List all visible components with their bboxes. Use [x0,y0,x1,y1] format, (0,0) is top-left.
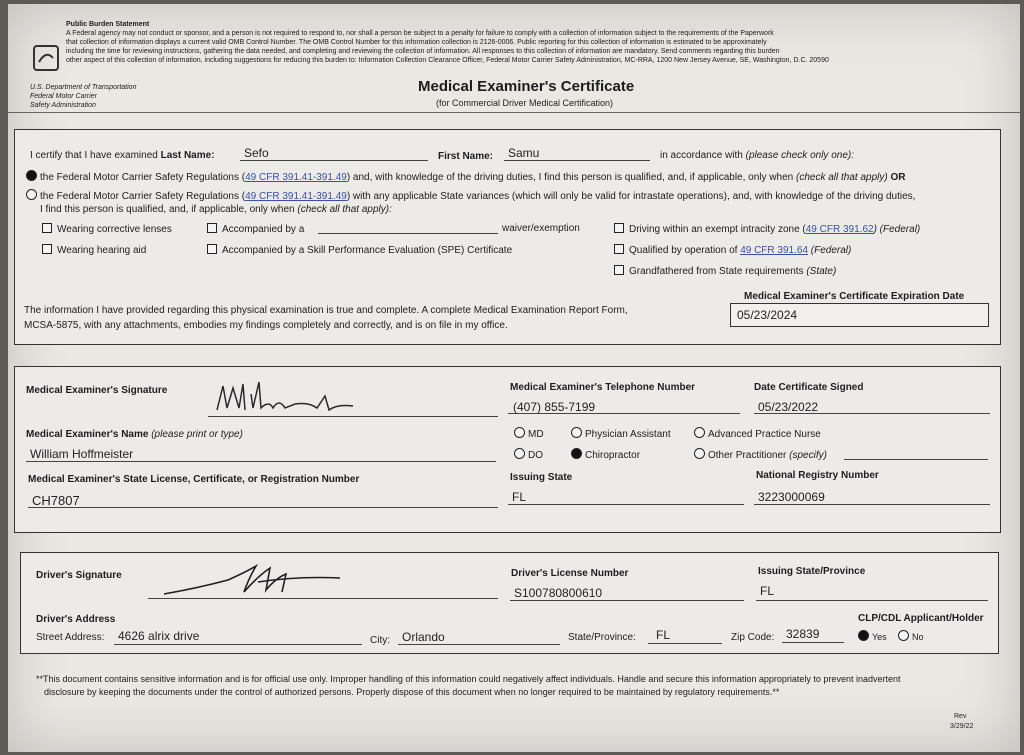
examiner-signature-image [213,374,363,416]
examiner-phone-field[interactable]: (407) 855-7199 [513,400,596,414]
federal-radio[interactable] [26,170,37,181]
radio-do[interactable]: DO [514,448,543,461]
license-field[interactable]: CH7807 [32,493,80,508]
statement-line-2: MCSA-5875, with any attachments, embodies my findings completely and correctly, and is on file in my office. [24,320,508,331]
notice-line-1: **This document contains sensitive information and is for official use only. Improper handling of this information could negatively affect individuals. Handle and secure this information appropriately to prevent inadvertent [36,674,901,684]
examiner-phone-label: Medical Examiner's Telephone Number [510,382,696,393]
header-rule [8,112,1020,113]
burden-title: Public Burden Statement [66,21,150,28]
radio-chiropractor[interactable]: Chiropractor [571,448,640,461]
checkbox[interactable] [42,244,52,254]
driver-license-label: Driver's License Number [511,568,629,579]
checkbox[interactable] [207,223,217,233]
cb-grandfathered[interactable]: Grandfathered from State requirements (State) [614,265,836,277]
city-field[interactable]: Orlando [402,630,445,644]
driver-state-label: Issuing State/Province [758,566,866,577]
zip-label: Zip Code: [731,632,775,643]
examiner-signature-label: Medical Examiner's Signature [26,385,168,396]
street-field[interactable]: 4626 alrix drive [118,629,200,643]
certify-intro: I certify that I have examined Last Name: [30,150,215,161]
option-federal[interactable]: the Federal Motor Carrier Safety Regulations (49 CFR 391.41-391.49) and, with knowledge of the driving duties, I find this person is qualified, and, if applicable, only when (check all that apply) OR [26,170,906,183]
radio-md[interactable]: MD [514,427,544,440]
notice-line-2: disclosure by keeping the documents under the control of authorized persons. Properly dispose of this document when no longer required to be maintained by regulatory requirements.** [44,687,780,697]
driver-signature-label: Driver's Signature [36,570,122,581]
burden-line-2: that collection of information displays a current valid OMB Control Number. The OMB Control Number for this information collection is 2126-0006. Public reporting for this collection of information is estimated to be approximately [66,39,767,46]
cb-intracity-zone[interactable]: Driving within an exempt intracity zone (49 CFR 391.62) (Federal) [614,223,920,235]
state-variance-radio[interactable] [26,189,37,200]
radio-other-practitioner[interactable]: Other Practitioner (specify) [694,448,827,461]
driver-signature-image [158,558,348,600]
expiration-label: Medical Examiner's Certificate Expiration Date [744,291,965,302]
cb-corrective-lenses[interactable]: Wearing corrective lenses [42,223,172,235]
agency-line-3: Safety Administration [30,102,96,109]
dot-logo-icon [32,44,60,72]
checkbox[interactable] [614,223,624,233]
driver-license-field[interactable]: S100780800610 [514,586,603,600]
examiner-name-field[interactable]: William Hoffmeister [30,447,134,461]
cb-hearing-aid[interactable]: Wearing hearing aid [42,244,146,256]
option-state[interactable]: the Federal Motor Carrier Safety Regulations (49 CFR 391.41-391.49) with any applicable State variances (which will only be valid for intrastate operations), and, with knowledge of the driving duties, [26,189,915,202]
radio-advanced-practice-nurse[interactable]: Advanced Practice Nurse [694,427,821,440]
registry-label: National Registry Number [756,470,879,481]
expiration-date-field[interactable] [730,303,989,327]
checkbox[interactable] [207,244,217,254]
license-label: Medical Examiner's State License, Certificate, or Registration Number [28,474,360,485]
form-subtitle: (for Commercial Driver Medical Certification) [436,98,614,108]
province-field[interactable]: FL [656,628,671,642]
rev-label: Rev [954,713,967,720]
examiner-name-label: Medical Examiner's Name (please print or type) [26,429,243,440]
clp-yes-radio[interactable]: Yes [858,630,887,642]
first-name-label: First Name: [438,151,494,162]
radio-physician-assistant[interactable]: Physician Assistant [571,427,671,440]
checkbox[interactable] [42,223,52,233]
driver-state-field[interactable]: FL [760,584,775,598]
form-title: Medical Examiner's Certificate [418,78,635,95]
city-label: City: [370,635,390,646]
burden-line-4: other aspect of this collection of information, including suggestions for reducing this burden to: Information Collection Clearance Officer, Federal Motor Carrier Safety Administration, MC-RRA, 1200 New Jersey Avenue, SE, Washington, D.C. 20590 [66,57,829,64]
issuing-state-field[interactable]: FL [512,490,527,504]
agency-line-2: Federal Motor Carrier [30,93,97,100]
date-signed-field[interactable]: 05/23/2022 [758,400,819,414]
checkbox[interactable] [614,244,624,254]
statement-line-1: The information I have provided regarding this physical examination is true and complete. A complete Medical Examination Report Form, [24,305,628,316]
burden-line-3: including the time for reviewing instructions, gathering the data needed, and completing and reviewing the collection of information. All responses to this collection of information are mandatory. Send comments regarding this burden [66,48,780,55]
last-name-field[interactable]: Sefo [244,146,269,160]
cb-qualified-operation[interactable]: Qualified by operation of 49 CFR 391.64 (Federal) [614,244,851,256]
issuing-state-label: Issuing State [510,472,573,483]
province-label: State/Province: [568,632,636,643]
accordance-text: in accordance with (please check only one): [660,150,855,161]
date-signed-label: Date Certificate Signed [754,382,864,393]
registry-field[interactable]: 3223000069 [758,490,825,504]
expiration-date-value: 05/23/2024 [737,308,798,322]
first-name-field[interactable]: Samu [508,146,540,160]
agency-line-1: U.S. Department of Transportation [30,84,137,91]
option-state-cont: I find this person is qualified, and, if applicable, only when (check all that apply): [40,204,392,215]
rev-date: 3/29/22 [950,723,974,730]
burden-line-1: A Federal agency may not conduct or sponsor, and a person is not required to respond to, nor shall a person be subject to a penalty for failure to comply with a collection of information subject to the requirements of the Paperwork [66,30,774,37]
cb-accompanied-waiver[interactable]: Accompanied by a [207,223,304,235]
clp-label: CLP/CDL Applicant/Holder [858,613,984,624]
cb-spe-certificate[interactable]: Accompanied by a Skill Performance Evaluation (SPE) Certificate [207,244,512,256]
zip-field[interactable]: 32839 [786,627,820,641]
driver-address-label: Driver's Address [36,614,116,625]
certificate-paper [8,4,1020,752]
street-label: Street Address: [36,632,105,643]
waiver-label: waiver/exemption [502,223,580,234]
checkbox[interactable] [614,265,624,275]
clp-no-radio[interactable]: No [898,630,924,642]
